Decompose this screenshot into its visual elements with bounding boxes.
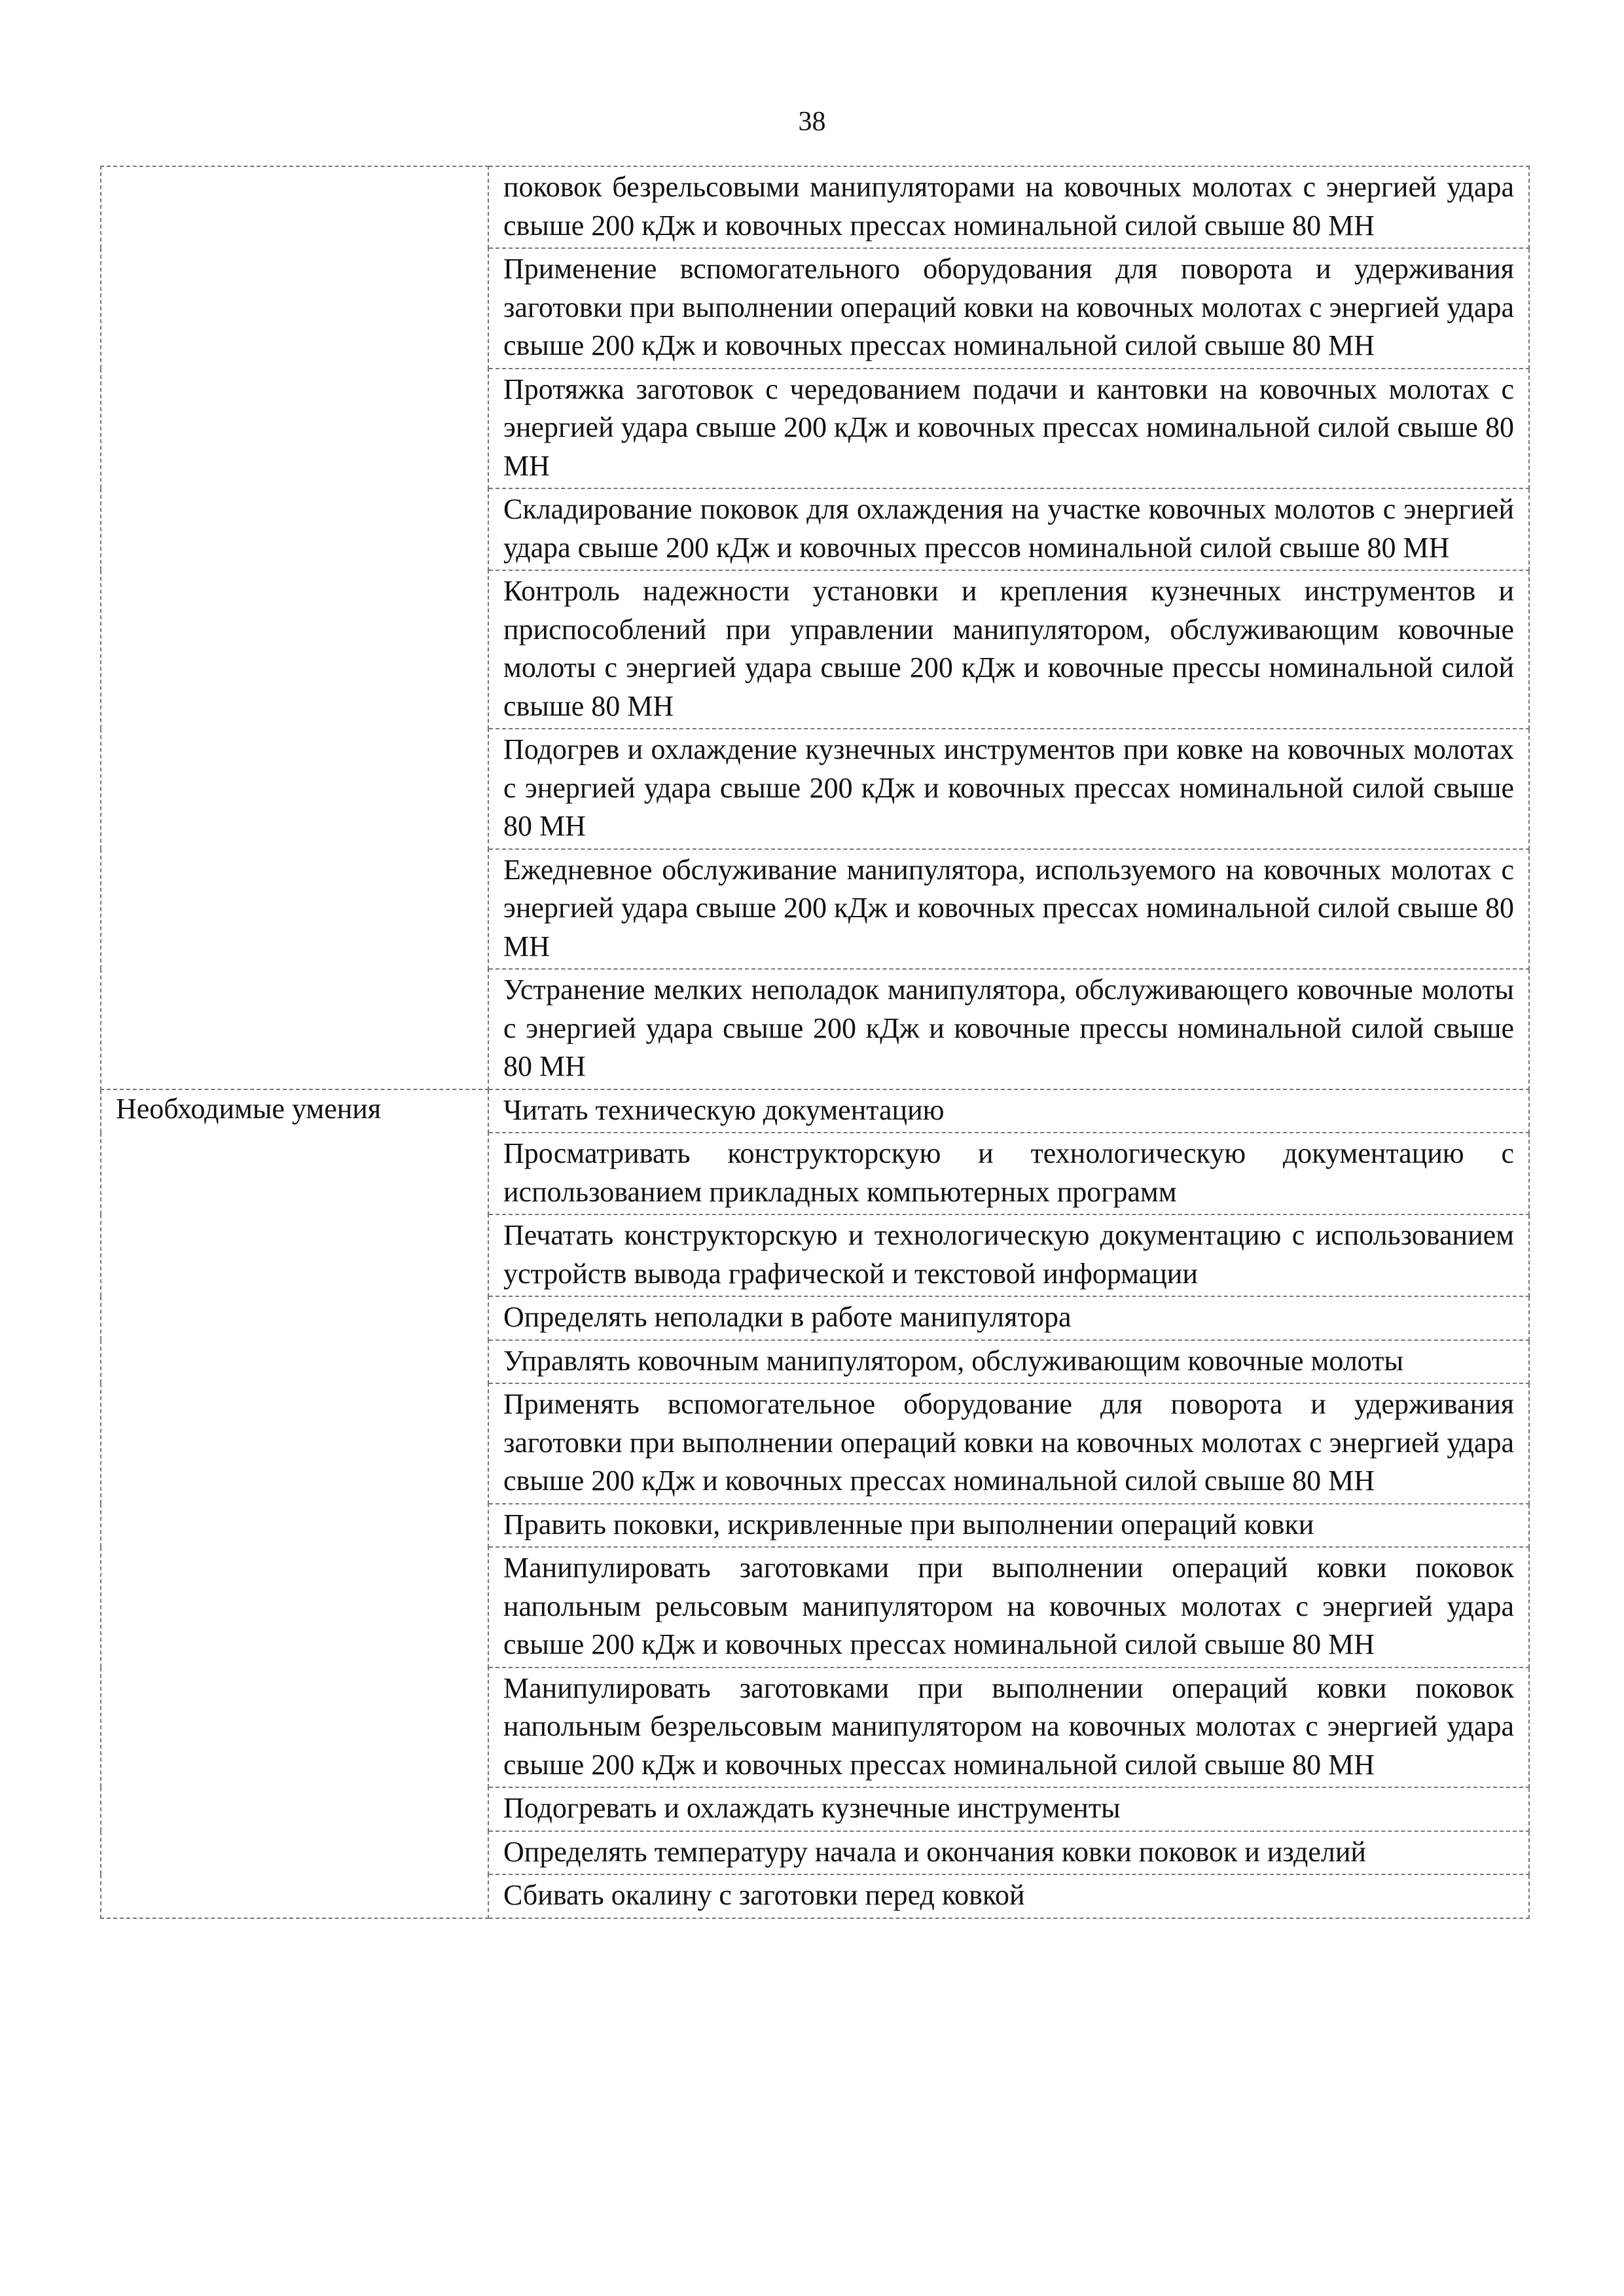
requirement-item: Протяжка заготовок с чередованием подачи и кантовки на ковочных молотах с энергией удара свыше 200 кДж и ковочных прессах номинальной силой свыше 80 МН xyxy=(488,369,1529,489)
requirement-item: Управлять ковочным манипулятором, обслуживающим ковочные молоты xyxy=(488,1340,1529,1384)
requirements-table xyxy=(100,166,1530,1919)
requirement-item: Применение вспомогательного оборудования для поворота и удерживания заготовки при выполнении операций ковки на ковочных молотах с энергией удара свыше 200 кДж и ковочных прессах номинальной силой свыше 80 МН xyxy=(488,248,1529,369)
requirement-item: Читать техническую документацию xyxy=(488,1089,1529,1133)
requirement-item: Править поковки, искривленные при выполнении операций ковки xyxy=(488,1504,1529,1548)
section-label-empty xyxy=(101,166,488,1089)
requirement-item: Сбивать окалину с заготовки перед ковкой xyxy=(488,1874,1529,1918)
table-row xyxy=(101,166,1529,248)
table-body xyxy=(101,166,1529,1918)
table-row xyxy=(101,1089,1529,1133)
requirement-item: Устранение мелких неполадок манипулятора, обслуживающего ковочные молоты с энергией удара свыше 200 кДж и ковочные прессы номинальной силой свыше 80 МН xyxy=(488,969,1529,1089)
page-number: 38 xyxy=(798,107,826,137)
requirement-item: Манипулировать заготовками при выполнении операций ковки поковок напольным безрельсовым манипулятором на ковочных молотах с энергией удара свыше 200 кДж и ковочных прессах номинальной силой свыше 80 МН xyxy=(488,1667,1529,1788)
requirement-item: Применять вспомогательное оборудование для поворота и удерживания заготовки при выполнении операций ковки на ковочных молотах с энергией удара свыше 200 кДж и ковочных прессах номинальной силой свыше 80 МН xyxy=(488,1383,1529,1504)
requirement-item: Печатать конструкторскую и технологическую документацию с использованием устройств вывода графической и текстовой информации xyxy=(488,1214,1529,1296)
requirement-item: Просматривать конструкторскую и технологическую документацию с использованием прикладных компьютерных программ xyxy=(488,1133,1529,1214)
requirement-item: Ежедневное обслуживание манипулятора, используемого на ковочных молотах с энергией удара свыше 200 кДж и ковочных прессах номинальной силой свыше 80 МН xyxy=(488,849,1529,970)
requirement-item: Подогрев и охлаждение кузнечных инструментов при ковке на ковочных молотах с энергией удара свыше 200 кДж и ковочных прессах номинальной силой свыше 80 МН xyxy=(488,729,1529,849)
requirement-item: Определять неполадки в работе манипулятора xyxy=(488,1296,1529,1340)
section-label-skills: Необходимые умения xyxy=(101,1089,488,1918)
requirement-item: Подогревать и охлаждать кузнечные инструменты xyxy=(488,1787,1529,1831)
requirement-item: Контроль надежности установки и крепления кузнечных инструментов и приспособлений при управлении манипулятором, обслуживающим ковочные молоты с энергией удара свыше 200 кДж и ковочные прессы номинальной силой свыше 80 МН xyxy=(488,570,1529,729)
requirement-item: Определять температуру начала и окончания ковки поковок и изделий xyxy=(488,1831,1529,1875)
requirement-item: поковок безрельсовыми манипуляторами на ковочных молотах с энергией удара свыше 200 кДж и ковочных прессах номинальной силой свыше 80 МН xyxy=(488,166,1529,248)
requirement-item: Складирование поковок для охлаждения на участке ковочных молотов с энергией удара свыше 200 кДж и ковочных прессов номинальной силой свыше 80 МН xyxy=(488,488,1529,570)
requirement-item: Манипулировать заготовками при выполнении операций ковки поковок напольным рельсовым манипулятором на ковочных молотах с энергией удара свыше 200 кДж и ковочных прессах номинальной силой свыше 80 МН xyxy=(488,1547,1529,1667)
